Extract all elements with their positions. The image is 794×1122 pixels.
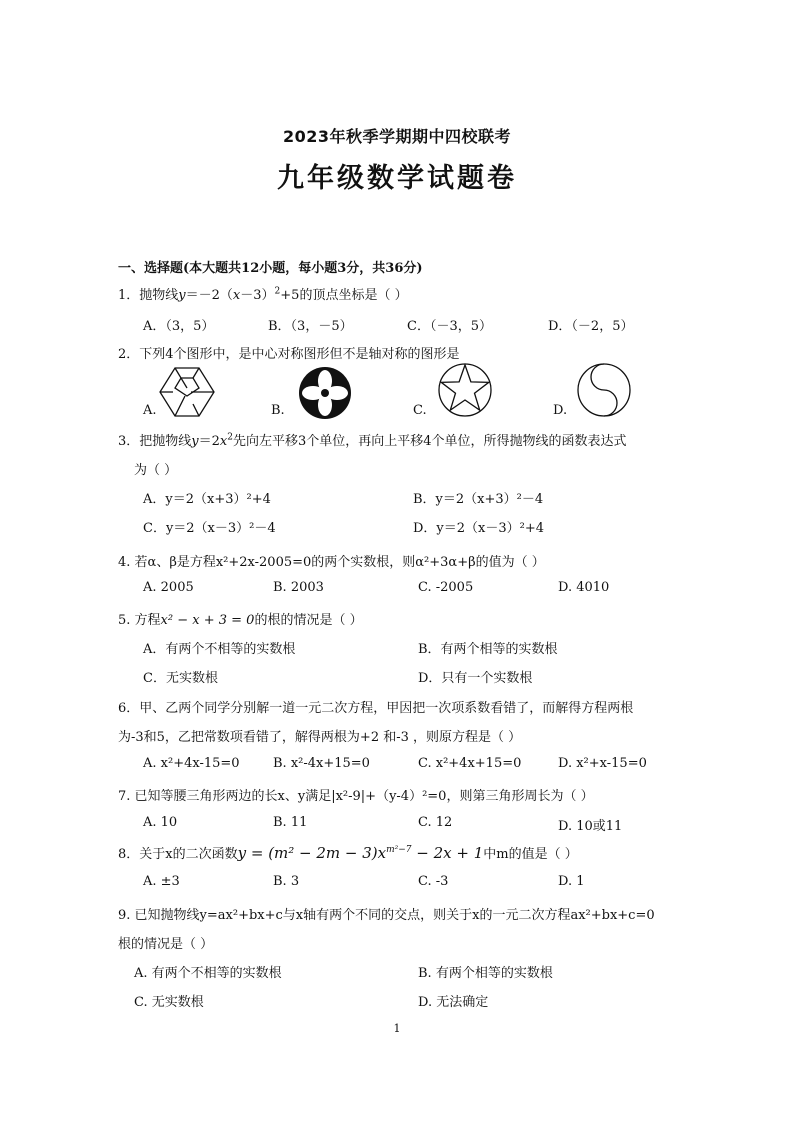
question-2-label-c: C. [413,403,427,418]
question-9-option-d: D. 无法确定 [418,995,489,1010]
question-6-stem-line1: 6．甲、乙两个同学分别解一道一元二次方程，甲因把一次项系数看错了，而解得方程两根 [118,701,634,716]
section-heading: 一、选择题(本大题共12小题，每小题3分，共36分) [118,261,423,276]
question-4-option-a: A. 2005 [143,580,194,595]
question-7-stem: 7. 已知等腰三角形两边的长x、y满足|x²-9|+（y-4）²=0，则第三角形周长为（ ） [118,789,594,804]
question-3-option-a: A．y＝2（x+3）²+4 [143,492,271,507]
question-1-option-c: C．（－3，5） [407,319,492,334]
question-6-option-a: A. x²+4x-15=0 [143,756,240,771]
question-2-label-a: A. [143,403,157,418]
equation-expression: x² − x + 3 = 0 [160,613,255,628]
question-1-option-b: B．（3，－5） [268,319,353,334]
question-2-stem: 2．下列4个图形中，是中心对称图形但不是轴对称的图形是 [118,347,460,362]
question-6-option-b: B. x²-4x+15=0 [273,756,370,771]
question-9-option-a: A. 有两个不相等的实数根 [134,966,282,981]
question-4-option-c: C. -2005 [418,580,474,595]
question-5-option-b: B．有两个相等的实数根 [418,642,558,657]
question-9-option-b: B. 有两个相等的实数根 [418,966,553,981]
question-8-option-b: B. 3 [273,874,300,889]
question-3-option-d: D．y＝2（x－3）²+4 [413,521,545,536]
question-2-label-b: B. [271,403,285,418]
page-number: 1 [393,1022,401,1035]
question-5-option-a: A．有两个不相等的实数根 [143,642,296,657]
question-1-option-a: A．（3，5） [143,319,215,334]
question-1-option-d: D．（－2，5） [548,319,634,334]
question-5-option-c: C．无实数根 [143,671,218,686]
question-2-label-d: D. [553,403,568,418]
question-7-option-c: C. 12 [418,815,453,830]
question-9-stem-line2: 根的情况是（ ） [118,937,214,952]
question-6-stem-line2: 为-3和5，乙把常数项看错了，解得两根为+2 和-3 ，则原方程是（ ） [118,730,522,745]
question-4-option-d: D. 4010 [558,580,610,595]
question-3-option-b: B．y＝2（x+3）²－4 [413,492,544,507]
question-6-option-c: C. x²+4x+15=0 [418,756,522,771]
question-8-stem: 8．关于x的二次函数$y = (m^2 - 2m - 3)x^{m^2-7} - 2x + 1$中m的值是（ ） [118,844,578,862]
question-3-option-c: C．y＝2（x－3）²－4 [143,521,276,536]
question-9-stem-line1: 9. 已知抛物线y=ax²+bx+c与x轴有两个不同的交点，则关于x的一元二次方程ax²+bx+c=0 [118,908,655,923]
four-petal-circle-figure [297,365,353,421]
question-5-option-d: D．只有一个实数根 [418,671,533,686]
question-7-option-b: B. 11 [273,815,308,830]
question-3-stem: 3．把抛物线$y=2x^2$先向左平移3个单位，再向上平移4个单位，所得抛物线的函数表达式 [118,432,627,449]
question-8-option-d: D. 1 [558,874,585,889]
question-1-stem: 1．抛物线$y=-2(x-3)^2+5$的顶点坐标是（ ） [118,286,408,303]
exam-title-line1: 2023年秋季学期期中四校联考 [282,127,512,146]
question-7-option-a: A. 10 [143,815,178,830]
yin-yang-curve-figure [576,362,632,418]
question-4-stem: 4. 若α、β是方程x²+2x-2005=0的两个实数根，则α²+3α+β的值为（ ） [118,555,545,570]
exam-title-line2: 九年级数学试题卷 [277,163,517,194]
question-8-option-c: C. -3 [418,874,449,889]
star-in-circle-figure [437,362,493,418]
question-8-option-a: A. ±3 [143,874,180,889]
question-4-option-b: B. 2003 [273,580,324,595]
function-expression: $y = (m^2 - 2m - 3)x^{m^2-7} - 2x + 1$ [237,844,484,862]
question-7-option-d: D. 10或11 [558,819,623,834]
hexagon-arrows-figure [158,366,216,418]
question-6-option-d: D. x²+x-15=0 [558,756,647,771]
question-9-option-c: C. 无实数根 [134,995,204,1010]
question-3-stem-line2: 为（ ） [134,463,178,478]
question-5-stem: 5. 方程x² − x + 3 = 0的根的情况是（ ） [118,613,363,628]
